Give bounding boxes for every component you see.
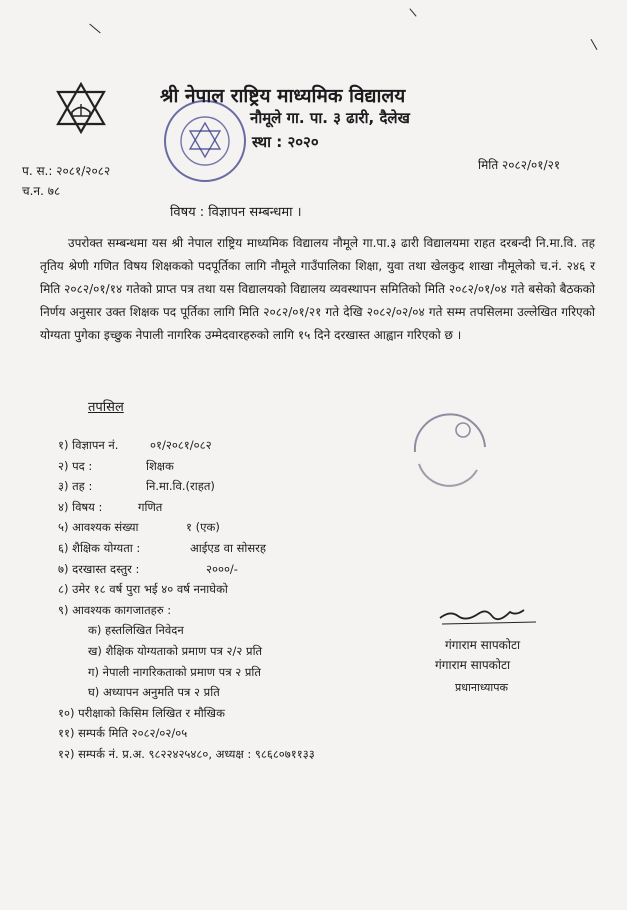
- signatory-title: प्रधानाध्यापक: [455, 681, 508, 694]
- pen-mark: [591, 39, 598, 50]
- list-item: [58, 438, 315, 459]
- patra-sankhya: प. स.: २०८१/२०८२: [22, 164, 111, 178]
- detail-label: ७) दरखास्त दस्तुर :: [58, 561, 140, 576]
- school-name: श्री नेपाल राष्ट्रिय माध्यमिक विद्यालय: [160, 85, 406, 107]
- document-item: घ) अध्यापन अनुमति पत्र २ प्रति: [88, 685, 220, 700]
- notice-body: उपरोक्त सम्बन्धमा यस श्री नेपाल राष्ट्रिय माध्यमिक विद्यालय नौमूले गा.पा.३ ढारी विद्यालयमा राहत दरबन्दी नि.मा.वि. तह तृतिय श्रेणी गणित विषय शिक्षकको पदपूर्तिका लागि नौमूले गाउँपालिका शिक्षा, युवा तथा खेलकुद शाखा नौमूलेको च.नं. २४६ र मिति २०८२/०१/१४ गतेको प्राप्त पत्र तथा यस विद्यालयको विद्यालय व्यवस्थापन समितिको मिति २०८२/०१/०४ गते बसेको बैठकको निर्णय अनुसार उक्त शिक्षक पद पूर्तिका लागि मिति २०८२/०१/२१ गते देखि २०८२/०२/०४ गते सम्म तपसिलमा उल्लेखित गरिएको योग्यता पुगेका इच्छुक नेपाली नागरिक उम्मेदवारहरुको लागि १५ दिने दरखास्त आह्वान गरिएको छ ।: [40, 236, 595, 342]
- list-item: [58, 479, 315, 500]
- document-item: क) हस्तलिखित निवेदन: [88, 623, 184, 638]
- pen-mark: [409, 8, 416, 16]
- document-item: ग) नेपाली नागरिकताको प्रमाण पत्र २ प्रति: [88, 664, 261, 679]
- school-seal-icon: [160, 96, 250, 186]
- list-item: ११) सम्पर्क मिति २०८२/०२/०५: [58, 726, 188, 741]
- detail-label: ८) उमेर १८ वर्ष पुरा भई ४० वर्ष ननाघेको: [58, 582, 228, 597]
- signatory-stamp-name: गंगाराम सापकोटा: [435, 658, 511, 672]
- list-item: [58, 603, 315, 624]
- detail-value: ०१/२०८१/०८२: [150, 438, 212, 452]
- detail-label: ६) शैक्षिक योग्यता :: [58, 540, 141, 555]
- detail-label: १) विज्ञापन नं.: [58, 438, 119, 452]
- list-item: १२) सम्पर्क नं. प्र.अ. ९८२२४२५४८०, अध्यक्ष : ९८६८०७११३३: [58, 746, 315, 761]
- list-item: [58, 500, 315, 521]
- signature-icon: [436, 604, 546, 630]
- tapsil-heading: तपसिल: [88, 400, 124, 415]
- detail-value: १ (एक): [186, 520, 220, 535]
- document-item: ख) शैक्षिक योग्यताको प्रमाण पत्र २/२ प्रति: [88, 643, 263, 658]
- detail-label: ४) विषय :: [58, 499, 103, 514]
- chalani-number: च.न. ७८: [22, 184, 61, 198]
- list-item: [58, 541, 315, 562]
- list-item: [58, 459, 315, 480]
- detail-value: शिक्षक: [146, 458, 174, 473]
- established-year: स्था : २०२०: [252, 133, 319, 151]
- detail-value: आईएड वा सोसरह: [190, 540, 266, 555]
- list-item: [58, 562, 315, 583]
- detail-label: २) पद :: [58, 458, 93, 473]
- detail-value: नि.मा.वि.(राहत): [146, 479, 215, 494]
- signatory-name: गंगाराम सापकोटा: [445, 638, 521, 652]
- detail-value: गणित: [138, 499, 163, 514]
- letter-date: मिति २०८२/०१/२१: [478, 158, 561, 172]
- list-item: १०) परीक्षाको किसिम लिखित र मौखिक: [58, 705, 225, 720]
- detail-label: ३) तह :: [58, 479, 93, 494]
- list-item: [58, 582, 315, 603]
- detail-label: ९) आवश्यक कागजातहरु :: [58, 602, 172, 617]
- details-list: [58, 438, 315, 768]
- pen-mark: [89, 24, 100, 34]
- list-item: [58, 520, 315, 541]
- subject-line: विषय : विज्ञापन सम्बन्धमा ।: [170, 205, 302, 220]
- detail-value: २०००/-: [206, 561, 238, 576]
- school-address: नौमूले गा. पा. ३ ढारी, दैलेख: [250, 109, 410, 127]
- detail-label: ५) आवश्यक संख्या: [58, 520, 139, 535]
- municipality-stamp-icon: [405, 412, 495, 492]
- nepal-emblem-icon: [55, 82, 107, 134]
